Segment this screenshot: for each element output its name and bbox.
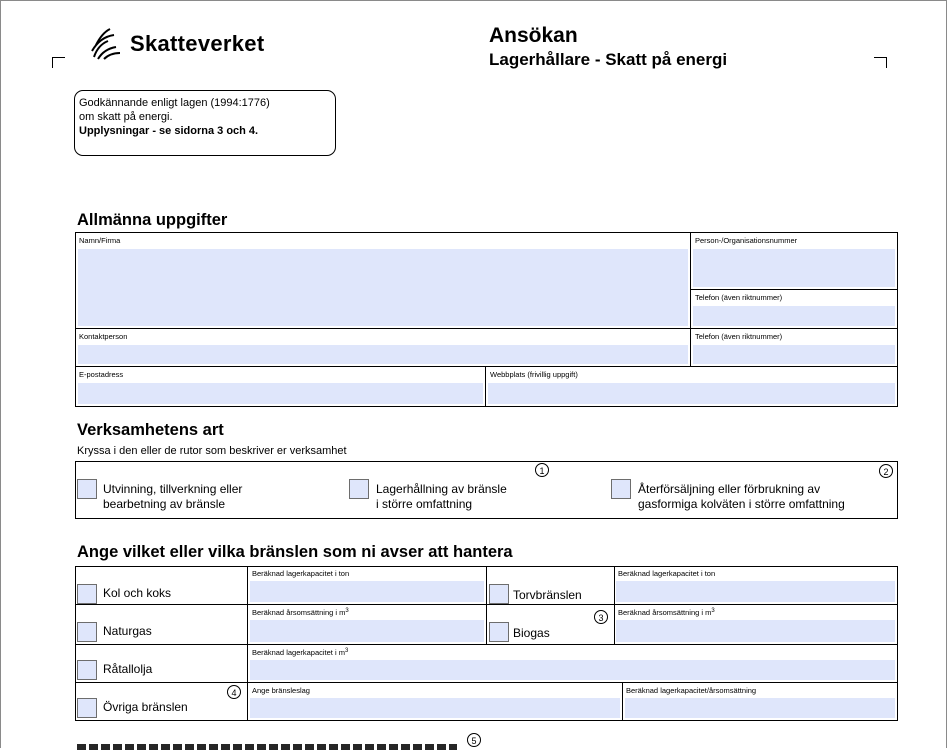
divider [614,566,615,644]
ratallolja-label: Råtallolja [103,662,153,676]
ovriga-type-label: Ange bränsleslag [252,686,310,695]
name-label: Namn/Firma [79,236,121,245]
info-line-3: Upplysningar - se sidorna 3 och 4. [79,125,259,137]
phone-field[interactable] [693,306,895,326]
divider [75,682,898,683]
superscript: 3 [345,608,349,614]
footnote-marker-3: 3 [594,610,608,624]
aterforsaljning-label-line1: Återförsäljning eller förbrukning av [638,482,821,496]
corner-mark-left [52,57,65,68]
torv-capacity-label: Beräknad lagerkapacitet i ton [618,569,716,578]
contact-label: Kontaktperson [79,332,128,341]
checkbox-torv[interactable] [489,584,509,604]
ratallolja-capacity-label [252,648,348,657]
footnote-marker-5: 5 [467,733,481,747]
section-title-fuels: Ange vilket eller vilka bränslen som ni avser att hantera [77,543,513,561]
divider [690,289,898,290]
ovriga-capacity-field[interactable] [625,698,895,718]
checkbox-lagerhallning[interactable] [349,479,369,499]
form-title: Ansökan [489,24,578,47]
info-line-2: om skatt på energi. [79,111,173,123]
kol-label: Kol och koks [103,586,172,600]
checkbox-naturgas[interactable] [77,622,97,642]
checkbox-ovriga[interactable] [77,698,97,718]
kol-capacity-field[interactable] [250,581,484,602]
checkbox-kol[interactable] [77,584,97,604]
naturgas-volume-label-text: Beräknad årsomsättning i m [252,608,346,617]
footnote-marker-4: 4 [227,685,241,699]
section-title-business: Verksamhetens art [77,421,224,439]
contact-field[interactable] [78,345,688,364]
naturgas-volume-label [252,608,349,617]
contact-phone-label: Telefon (även riktnummer) [695,332,783,341]
utvinning-label-line2: bearbetning av bränsle [103,497,226,511]
divider [75,366,898,367]
lagerhallning-label-line2: i större omfattning [376,497,473,511]
naturgas-label: Naturgas [103,624,152,638]
ratallolja-capacity-label-text: Beräknad lagerkapacitet i m [252,648,345,657]
superscript: 3 [711,608,715,614]
torv-label: Torvbränslen [513,588,582,602]
name-field[interactable] [78,249,688,326]
divider [486,566,487,644]
lagerhallning-label [376,482,507,512]
divider [690,232,691,366]
superscript: 3 [344,648,349,654]
info-line-1: Godkännande enligt lagen (1994:1776) [79,97,270,109]
footnote-marker-1: 1 [535,463,549,477]
biogas-volume-field[interactable] [616,620,895,642]
form-subtitle: Lagerhållare - Skatt på energi [489,50,728,69]
website-field[interactable] [488,383,895,404]
email-label: E-postadress [79,370,124,379]
skatteverket-logo [88,27,264,61]
divider [75,644,898,645]
checkbox-aterforsaljning[interactable] [611,479,631,499]
aterforsaljning-label-line2: gasformiga kolväten i större omfattning [638,497,845,511]
utvinning-label [103,482,242,512]
utvinning-label-line1: Utvinning, tillverkning eller [103,482,243,496]
info-box [74,90,336,156]
email-field[interactable] [78,383,483,404]
section-title-general: Allmänna uppgifter [77,211,228,229]
ovriga-capacity-label: Beräknad lagerkapacitet/årsomsättning [626,686,757,695]
ovriga-type-field[interactable] [250,698,620,718]
torv-capacity-field[interactable] [616,581,895,602]
checkbox-biogas[interactable] [489,622,509,642]
ovriga-label: Övriga bränslen [103,700,188,714]
corner-mark-right [874,57,887,68]
ratallolja-capacity-field[interactable] [250,660,895,680]
footnote-marker-2: 2 [879,464,893,478]
divider [485,366,486,407]
divider [75,720,898,721]
checkbox-utvinning[interactable] [77,479,97,499]
phone-label: Telefon (även riktnummer) [695,293,783,302]
lagerhallning-label-line1: Lagerhållning av bränsle [376,482,507,496]
divider [75,328,898,329]
kol-capacity-label: Beräknad lagerkapacitet i ton [252,569,350,578]
biogas-volume-label-text: Beräknad årsomsättning i m [618,608,712,617]
biogas-label: Biogas [513,626,550,640]
divider [247,566,248,721]
divider [622,682,623,721]
naturgas-volume-field[interactable] [250,620,484,642]
checkbox-ratallolja[interactable] [77,660,97,680]
aterforsaljning-label [638,482,845,512]
cut-off-next-heading [77,744,457,750]
website-label: Webbplats (frivillig uppgift) [490,370,578,379]
business-instruction: Kryssa i den eller de rutor som beskriver er verksamhet [77,445,347,457]
logo-text: Skatteverket [130,31,265,56]
orgnr-label: Person-/Organisationsnummer [695,236,798,245]
contact-phone-field[interactable] [693,345,895,364]
skatteverket-logo-icon [88,27,122,61]
biogas-volume-label [618,608,715,617]
orgnr-field[interactable] [693,249,895,287]
